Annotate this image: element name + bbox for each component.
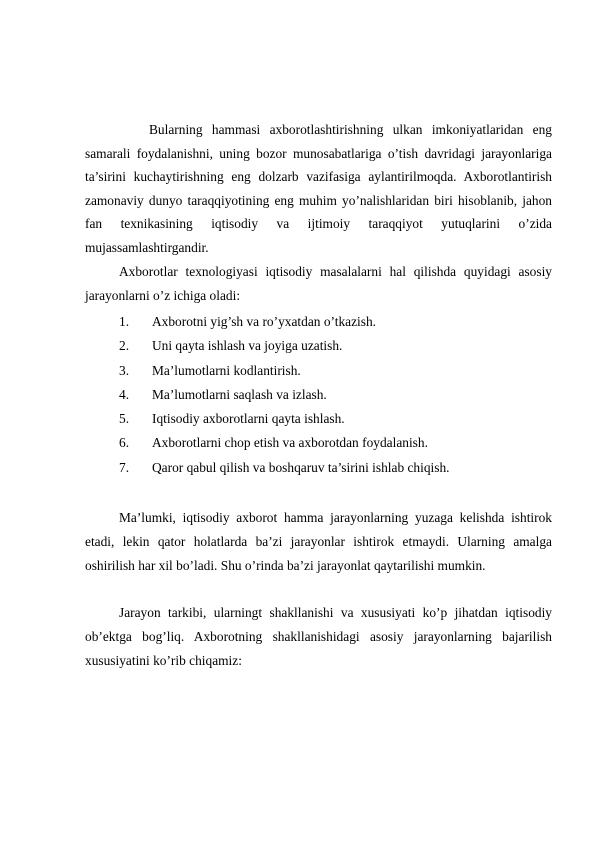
paragraph-economic-info: Ma’lumki, iqtisodiy axborot hamma jarayonlarning yuzaga kelishda ishtirok etadi, lekin qator holatlarda ba’zi jarayonlar ishtirok etmaydi. Ularning amalga oshirilish har xil bo’ladi. Shu o’rinda ba’zi jarayonlat qaytarilishi mumkin. [85,510,552,573]
paragraph-intro: Bularning hammasi axborotlashtirishning ulkan imkoniyatlaridan eng samarali foydalanishni, uning bozor munosabatlariga o’tish davridagi jarayonlariga ta’sirini kuchaytirishning eng dolzarb vazifasiga aylantirilmoqda. Axborotlantirish zamonaviy dunyo taraqqiyotining eng muhim yo’nalishlaridan biri hisoblanib, jahon fan texnikasining iqtisodiy va ijtimoiy taraqqiyot yutuqlarini o’zida mujassamlashtirgandir. [85,122,552,255]
list-item [119,334,559,358]
list-item-text: Uni qayta ishlash va joyiga uzatish. [152,338,343,354]
list-item [119,431,559,455]
list-item [119,383,559,407]
process-list [119,310,559,480]
list-item-number: 2. [119,338,130,354]
list-item [119,359,559,383]
paragraph-processes-intro: Axborotlar texnologiyasi iqtisodiy masalalarni hal qilishda quyidagi asosiy jarayonlarni o’z ichiga oladi: [85,264,552,303]
paragraph-process-structure: Jarayon tarkibi, ularningt shakllanishi va xususiyati ko’p jihatdan iqtisodiy ob’ektga bog’liq. Axborotning shakllanishidagi asosiy jarayonlarning bajarilish xususiyatini ko’rib chiqamiz: [85,605,552,668]
list-item-text: Axborotlarni chop etish va axborotdan foydalanish. [152,435,428,451]
list-item-number: 7. [119,459,130,475]
list-item-text: Axborotni yig’sh va ro’yxatdan o’tkazish. [152,314,377,329]
list-item-number: 5. [119,411,130,427]
list-item [119,407,559,431]
list-item-text: Ma’lumotlarni kodlantirish. [152,362,301,378]
list-item [119,310,559,334]
list-item-text: Qaror qabul qilish va boshqaruv ta’sirini ishlab chiqish. [152,459,450,475]
list-item-number: 1. [119,314,130,329]
list-item-number: 6. [119,435,130,451]
list-item-number: 4. [119,386,130,402]
list-item-text: Iqtisodiy axborotlarni qayta ishlash. [152,411,345,427]
list-item [119,456,559,480]
list-item-number: 3. [119,362,130,378]
list-item-text: Ma’lumotlarni saqlash va izlash. [152,386,327,402]
